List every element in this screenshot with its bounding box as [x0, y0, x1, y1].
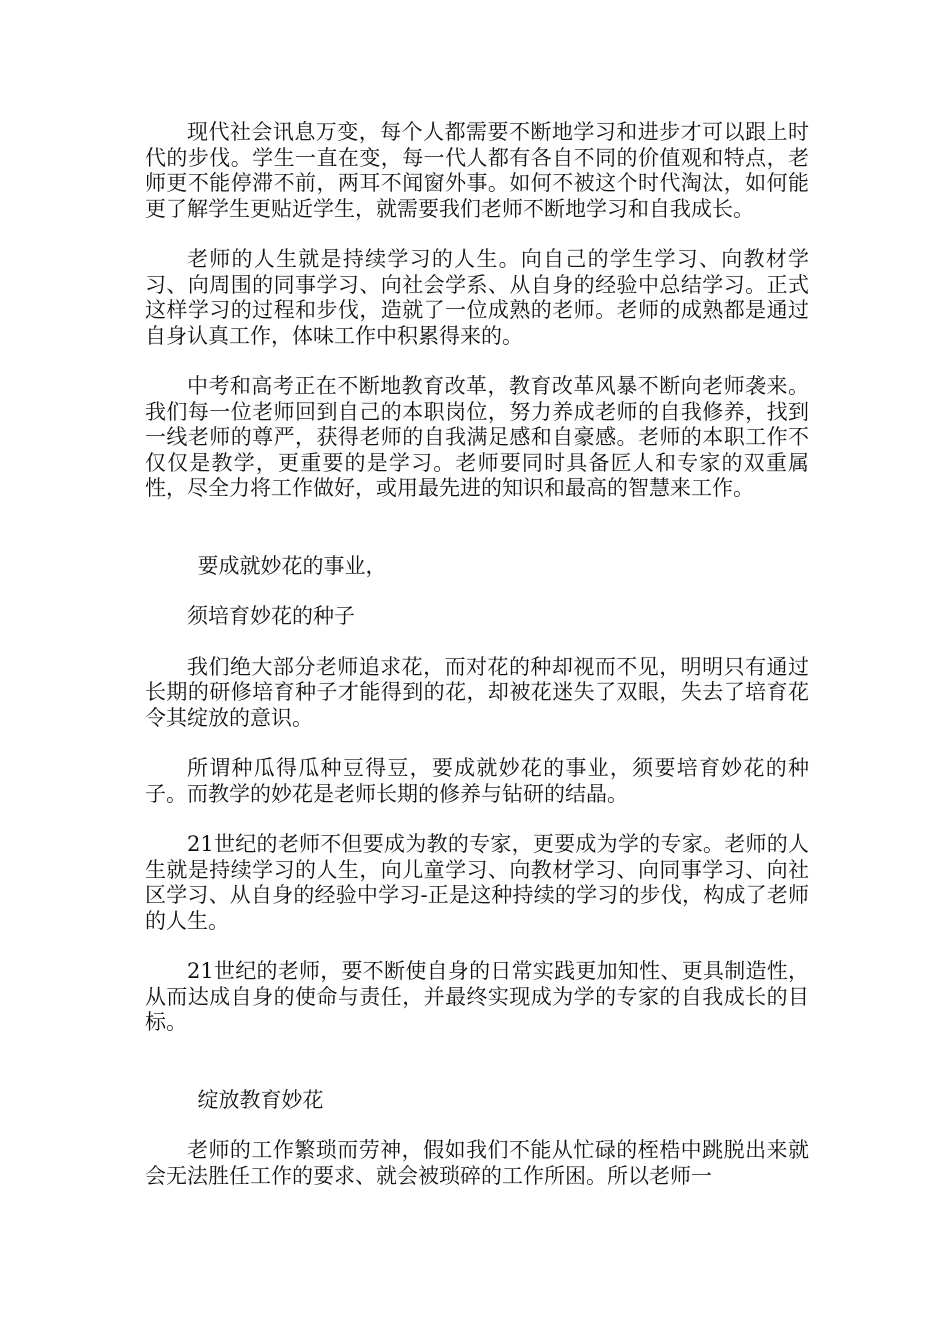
section-heading-1: 要成就妙花的事业，: [197, 553, 387, 578]
paragraph-2: 老师的人生就是持续学习的人生。向自己的学生学习、向教材学习、向周围的同事学习、向社会学系、从自身的经验中总结学习。正式这样学习的过程和步伐，造就了一位成熟的老师。老师的成熟都是通过自身认真工作，体味工作中积累得来的。: [145, 247, 809, 348]
paragraph-3: 中考和高考正在不断地教育改革，教育改革风暴不断向老师袭来。我们每一位老师回到自己的本职岗位，努力养成老师的自我修养，找到一线老师的尊严，获得老师的自我满足感和自豪感。老师的本职工作不仅仅是教学，更重要的是学习。老师要同时具备匠人和专家的双重属性，尽全力将工作做好，或用最先进的知识和最高的智慧来工作。: [145, 374, 809, 500]
paragraph-4: 我们绝大部分老师追求花，而对花的种却视而不见，明明只有通过长期的研修培育种子才能得到的花，却被花迷失了双眼，失去了培育花令其绽放的意识。: [145, 654, 809, 730]
document-page: [145, 120, 809, 1214]
section-spacer: [145, 527, 809, 554]
paragraph-7: 21世纪的老师，要不断使自身的日常实践更加知性、更具制造性，从而达成自身的使命与责任，并最终实现成为学的专家的自我成长的目标。: [145, 959, 809, 1034]
paragraph-8: 老师的工作繁琐而劳神，假如我们不能从忙碌的桎梏中跳脱出来就会无法胜任工作的要求、就会被琐碎的工作所困。所以老师一: [145, 1138, 809, 1188]
section-heading-2: 须培育妙花的种子: [187, 604, 355, 628]
paragraph-1: 现代社会讯息万变，每个人都需要不断地学习和进步才可以跟上时代的步伐。学生一直在变，每一代人都有各自不同的价值观和特点，老师更不能停滞不前，两耳不闻窗外事。如何不被这个时代淘汰，如何能更了解学生更贴近学生，就需要我们老师不断地学习和自我成长。: [145, 120, 809, 221]
section-heading-3: 绽放教育妙花: [197, 1087, 324, 1112]
section-spacer: [145, 1061, 809, 1088]
paragraph-6: 21世纪的老师不但要成为教的专家，更要成为学的专家。老师的人生就是持续学习的人生，向儿童学习、向教材学习、向同事学习、向社区学习、从自身的经验中学习-正是这种持续的学习的步伐，构成了老师的人生。: [145, 832, 809, 933]
paragraph-5: 所谓种瓜得瓜种豆得豆，要成就妙花的事业，须要培育妙花的种子。而教学的妙花是老师长期的修养与钻研的结晶。: [145, 756, 809, 806]
